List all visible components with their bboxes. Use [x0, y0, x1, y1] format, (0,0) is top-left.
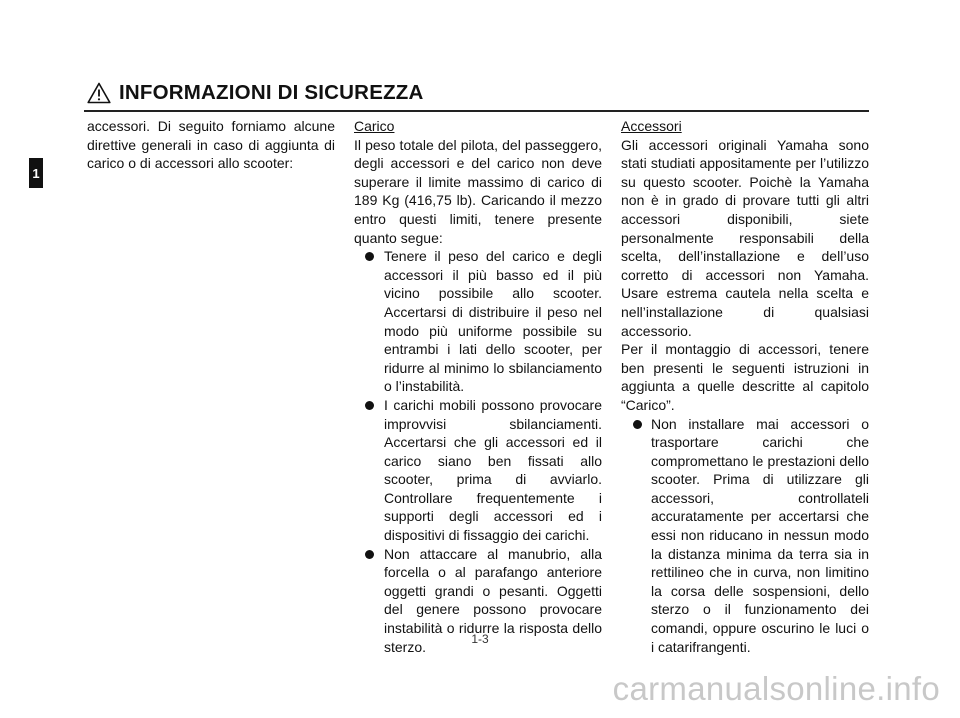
- bullet-dot-icon: [633, 420, 642, 429]
- bullet-text: I carichi mobili possono provocare improvvisi sbilanciamenti. Accertarsi che gli accessori ed il carico siano ben fissati allo scooter, prima di avviarlo. Controllare frequentemente i supporti degli accessori ed i dispositivi di fissaggio dei carichi.: [384, 396, 602, 544]
- bullet-item: [621, 415, 869, 657]
- paragraph: accessori. Di seguito forniamo alcune direttive generali in caso di aggiunta di carico o di accessori allo scooter:: [87, 118, 335, 172]
- section-heading-carico: Carico: [354, 118, 395, 134]
- section-heading-accessori: Accessori: [621, 118, 682, 134]
- chapter-tab: 1: [29, 158, 43, 188]
- paragraph: Gli accessori originali Yamaha sono stati studiati appositamente per l’utilizzo su questo scooter. Poichè la Yamaha non è in grado di provare tutti gli altri accessori disponibili, siete personalmente responsabili della scelta, dell’installazione e dell’uso corretto di accessori non Yamaha. Usare estrema cautela nella scelta e nell’installazione di qualsiasi accessorio.: [621, 136, 869, 339]
- section-header: [87, 80, 424, 106]
- page-number: 1-3: [471, 632, 489, 646]
- paragraph: Per il montaggio di accessori, tenere ben presenti le seguenti istruzioni in aggiunta a quelle descritte al capitolo “Carico”.: [621, 341, 869, 413]
- warning-triangle-icon: [87, 82, 111, 104]
- column-1: [87, 117, 335, 173]
- column-3: [621, 117, 869, 656]
- column-2: [354, 117, 602, 656]
- bullet-text: Tenere il peso del carico e degli accessori il più basso ed il più vicino possibile allo scooter. Accertarsi di distribuire il peso nel modo più uniforme possibile su entrambi i lati dello scooter, per ridurre al minimo lo sbilanciamento o l’instabilità.: [384, 248, 602, 395]
- bullet-text: Non installare mai accessori o trasportare carichi che compromettano le prestazioni dello scooter. Prima di utilizzare gli accessori, controllateli accuratamente per accertarsi che essi non riducano in nessun modo la distanza minima da terra sia in rettilineo che in curva, non limitino la corsa delle sospensioni, dello sterzo o il funzionamento dei comandi, oppure oscurino le luci o i catarifrangenti.: [651, 415, 869, 655]
- paragraph: Il peso totale del pilota, del passeggero, degli accessori e del carico non deve superare il limite massimo di carico di 189 Kg (416,75 lb). Caricando il mezzo entro questi limiti, tenere presente quanto segue:: [354, 136, 602, 246]
- watermark: carmanualsonline.info: [612, 670, 940, 707]
- bullet-dot-icon: [365, 401, 374, 410]
- bullet-text: Non attaccare al manubrio, alla forcella o al parafango anteriore oggetti grandi o pesanti. Oggetti del genere possono provocare instabilità o ridurre la risposta dello sterzo.: [384, 545, 602, 655]
- bullet-dot-icon: [365, 252, 374, 261]
- bullet-item: [354, 396, 602, 545]
- header-rule: [84, 110, 869, 112]
- page-title: INFORMAZIONI DI SICUREZZA: [119, 81, 424, 104]
- bullet-item: [354, 247, 602, 396]
- bullet-dot-icon: [365, 550, 374, 559]
